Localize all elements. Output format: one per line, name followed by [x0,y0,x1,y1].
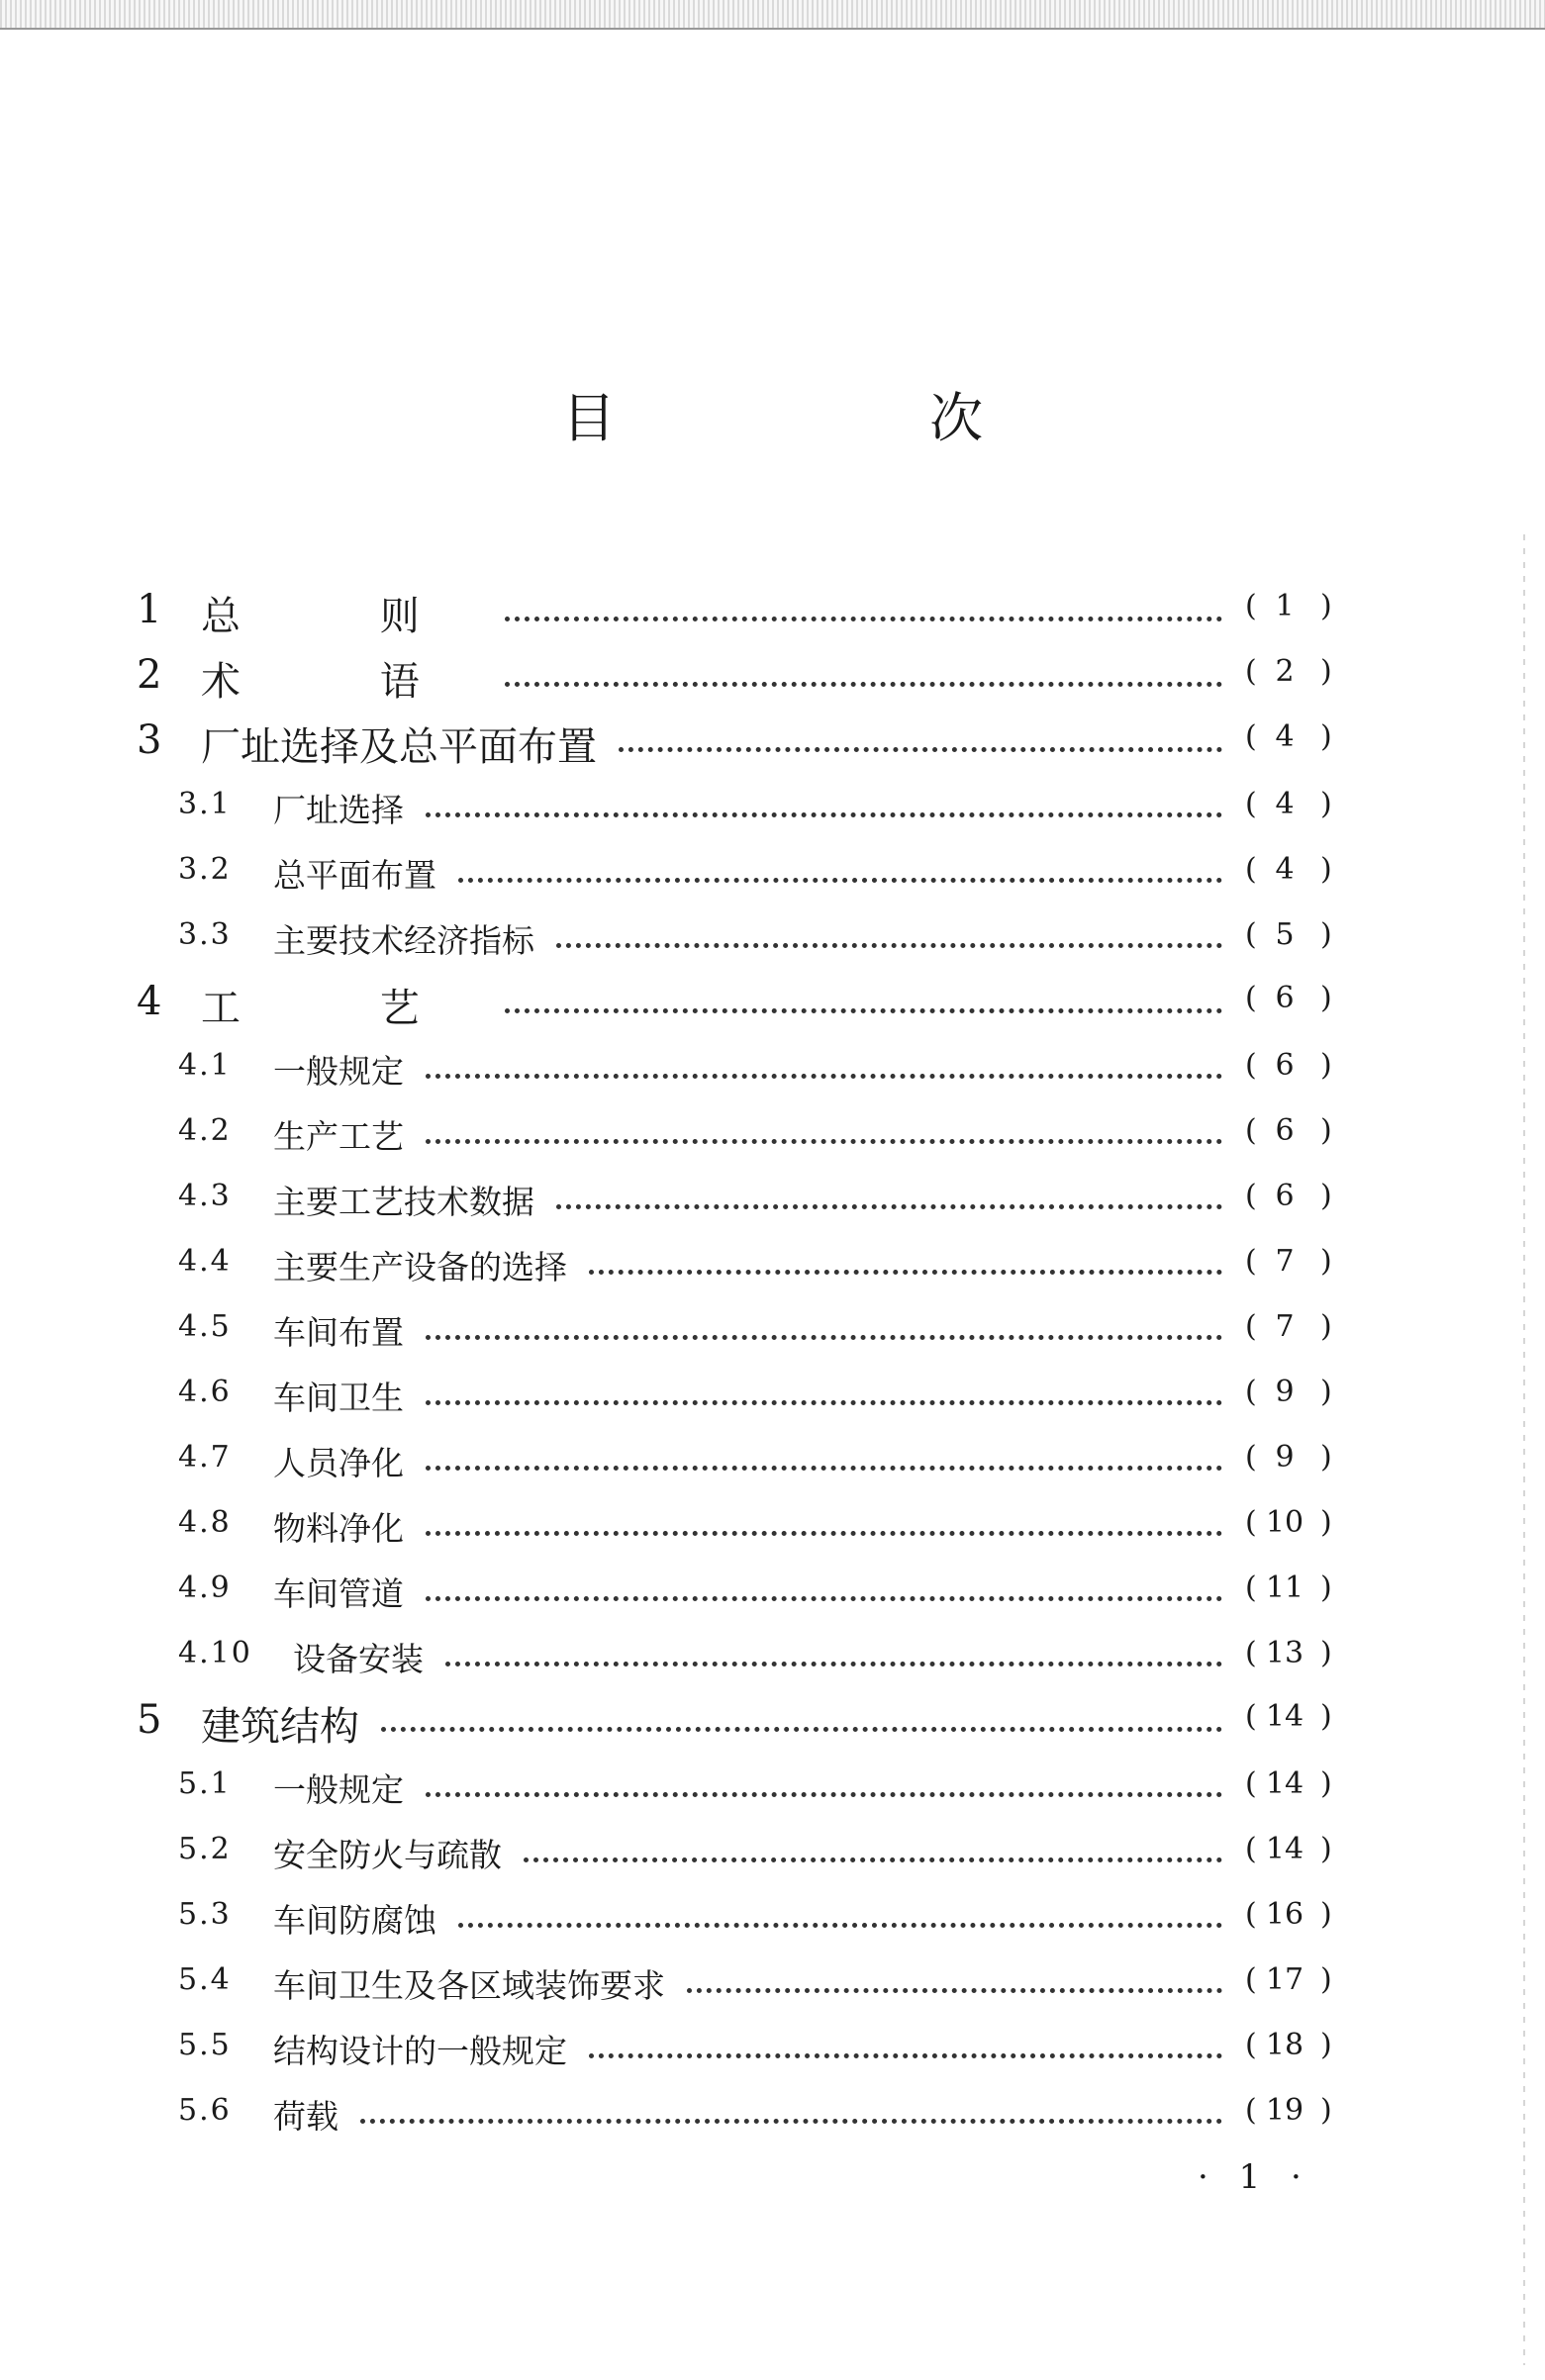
toc-entry-number: 2 [137,652,162,698]
toc-entry-number: 4.4 [178,1244,232,1279]
toc-entry: 5.1 一般规定 ( 14 ) [178,1766,1332,1809]
toc-entry: 5.4 车间卫生及各区域装饰要求 ( 17 ) [178,1962,1332,2005]
page-number-value: 9 [1275,1375,1295,1409]
toc-entry-title: 工 艺 [201,986,483,1031]
leader-dots [687,1988,1222,1993]
page-number-value: 9 [1275,1440,1295,1475]
toc-entry-title: 一般规定 [273,1770,404,1809]
page-number-value: 19 [1265,2093,1304,2128]
toc-entry-number: 4.5 [178,1309,232,1344]
toc-entry-title: 物料净化 [273,1509,404,1548]
toc-entry-title: 设备安装 [293,1640,424,1678]
toc-entry-title: 建筑结构 [201,1704,359,1750]
toc-entry-title: 安全防火与疏散 [273,1836,502,1874]
toc-entry-title: 车间卫生 [273,1379,404,1417]
leader-dots [458,878,1222,883]
page-number-value: 13 [1265,1636,1304,1670]
page-number-value: 7 [1275,1244,1295,1279]
toc-entry-title: 荷载 [273,2097,338,2136]
toc-entry: 4.4 主要生产设备的选择 ( 7 ) [178,1244,1332,1286]
page-number-value: 1 [1275,589,1295,623]
toc-entry-number: 3 [137,717,162,763]
page-number-value: 16 [1265,1897,1304,1932]
leader-dots [589,1270,1222,1275]
toc-entry-number: 5.5 [178,2028,232,2062]
page-number-value: 10 [1265,1505,1304,1540]
page-number: · 1 · [1198,2157,1311,2197]
leader-dots [426,812,1222,817]
page-number-value: 17 [1265,1962,1304,1997]
toc-entry: 3 厂址选择及总平面布置 ( 4 ) [137,717,1332,770]
toc-entry-number: 3.1 [178,787,232,821]
toc-entry: 2 术 语 ( 2 ) [137,652,1332,705]
toc-entry: 4.9 车间管道 ( 11 ) [178,1571,1332,1613]
leader-dots [426,1074,1222,1079]
leader-dots [556,943,1222,948]
toc-entry-number: 4 [137,979,162,1024]
scan-artifact-top [0,0,1545,30]
toc-entry: 4.5 车间布置 ( 7 ) [178,1309,1332,1352]
toc-entry-number: 5.4 [178,1962,232,1997]
page-number-value: 14 [1265,1699,1304,1734]
leader-dots [381,1727,1222,1732]
page-title: 目 次 [561,387,1132,449]
leader-dots [505,682,1222,687]
toc-entry: 4.7 人员净化 ( 9 ) [178,1440,1332,1482]
leader-dots [426,1139,1222,1144]
toc-entry-title: 总 则 [201,594,483,639]
toc-entry-number: 5.1 [178,1766,232,1801]
page-number-value: 11 [1265,1571,1304,1605]
leader-dots [505,617,1222,621]
toc-entry-number: 5.6 [178,2093,232,2128]
toc-entry-number: 5.3 [178,1897,232,1932]
toc-entry-title: 总平面布置 [273,856,436,895]
page-number-value: 14 [1265,1766,1304,1801]
toc-entry: 1 总 则 ( 1 ) [137,587,1332,639]
toc-entry: 5.2 安全防火与疏散 ( 14 ) [178,1832,1332,1874]
toc-entry-title: 生产工艺 [273,1117,404,1156]
toc-entry: 4.1 一般规定 ( 6 ) [178,1048,1332,1091]
leader-dots [445,1662,1222,1666]
toc-entry-title: 人员净化 [273,1444,404,1482]
leader-dots [524,1857,1222,1862]
leader-dots [426,1400,1222,1405]
page-number-value: 7 [1275,1309,1295,1344]
toc-entry: 5.6 荷载 ( 19 ) [178,2093,1332,2136]
toc-entry-title: 一般规定 [273,1052,404,1091]
toc-entry-number: 5.2 [178,1832,232,1866]
leader-dots [426,1792,1222,1797]
toc-entry-title: 车间防腐蚀 [273,1901,436,1940]
toc-entry: 4.10 设备安装 ( 13 ) [178,1636,1332,1678]
toc-entry: 4.6 车间卫生 ( 9 ) [178,1375,1332,1417]
toc-entry-title: 术 语 [201,659,483,705]
toc-entry: 4.8 物料净化 ( 10 ) [178,1505,1332,1548]
toc-entry: 3.3 主要技术经济指标 ( 5 ) [178,917,1332,960]
toc-entry-number: 4.10 [178,1636,252,1670]
toc-entry: 3.2 总平面布置 ( 4 ) [178,852,1332,895]
toc-entry: 5 建筑结构 ( 14 ) [137,1697,1332,1750]
toc-entry-number: 4.7 [178,1440,232,1475]
toc-entry-number: 4.2 [178,1113,232,1148]
toc-entry-title: 主要工艺技术数据 [273,1183,534,1221]
leader-dots [426,1531,1222,1536]
toc-entry-title: 结构设计的一般规定 [273,2032,567,2070]
page-number-value: 4 [1275,852,1295,887]
leader-dots [458,1923,1222,1928]
page-number-value: 2 [1275,654,1295,689]
toc-entry: 4.3 主要工艺技术数据 ( 6 ) [178,1179,1332,1221]
toc-entry-title: 车间卫生及各区域装饰要求 [273,1966,665,2005]
leader-dots [589,2053,1222,2058]
toc-entry-title: 主要生产设备的选择 [273,1248,567,1286]
leader-dots [426,1596,1222,1601]
page-number-value: 6 [1275,1113,1295,1148]
toc-entry-number: 5 [137,1697,162,1743]
toc-entry: 4.2 生产工艺 ( 6 ) [178,1113,1332,1156]
leader-dots [505,1008,1222,1013]
leader-dots [426,1466,1222,1471]
toc-entry: 3.1 厂址选择 ( 4 ) [178,787,1332,829]
toc-entry: 5.3 车间防腐蚀 ( 16 ) [178,1897,1332,1940]
leader-dots [556,1204,1222,1209]
toc-entry-title: 车间布置 [273,1313,404,1352]
toc-entry-number: 4.3 [178,1179,232,1213]
leader-dots [360,2119,1222,2124]
toc-entry-number: 4.6 [178,1375,232,1409]
page-number-value: 6 [1275,1179,1295,1213]
page-number-value: 5 [1275,917,1295,952]
toc-entry-number: 3.3 [178,917,232,952]
leader-dots [619,747,1222,752]
toc-entry-number: 4.1 [178,1048,232,1083]
page-number-value: 6 [1275,1048,1295,1083]
page-number-value: 4 [1275,787,1295,821]
toc-entry: 5.5 结构设计的一般规定 ( 18 ) [178,2028,1332,2070]
page-number-value: 4 [1275,719,1295,754]
toc-entry-number: 1 [137,587,162,632]
toc-entry-title: 车间管道 [273,1574,404,1613]
page-number-value: 18 [1265,2028,1304,2062]
toc-entry-number: 3.2 [178,852,232,887]
page-number-value: 6 [1275,981,1295,1015]
toc-entry-title: 厂址选择 [273,791,404,829]
toc-entry-title: 厂址选择及总平面布置 [201,724,597,770]
toc-entry-number: 4.9 [178,1571,232,1605]
toc-entry-number: 4.8 [178,1505,232,1540]
page-number-value: 14 [1265,1832,1304,1866]
leader-dots [426,1335,1222,1340]
toc-entry: 4 工 艺 ( 6 ) [137,979,1332,1031]
toc-entry-title: 主要技术经济指标 [273,921,534,960]
